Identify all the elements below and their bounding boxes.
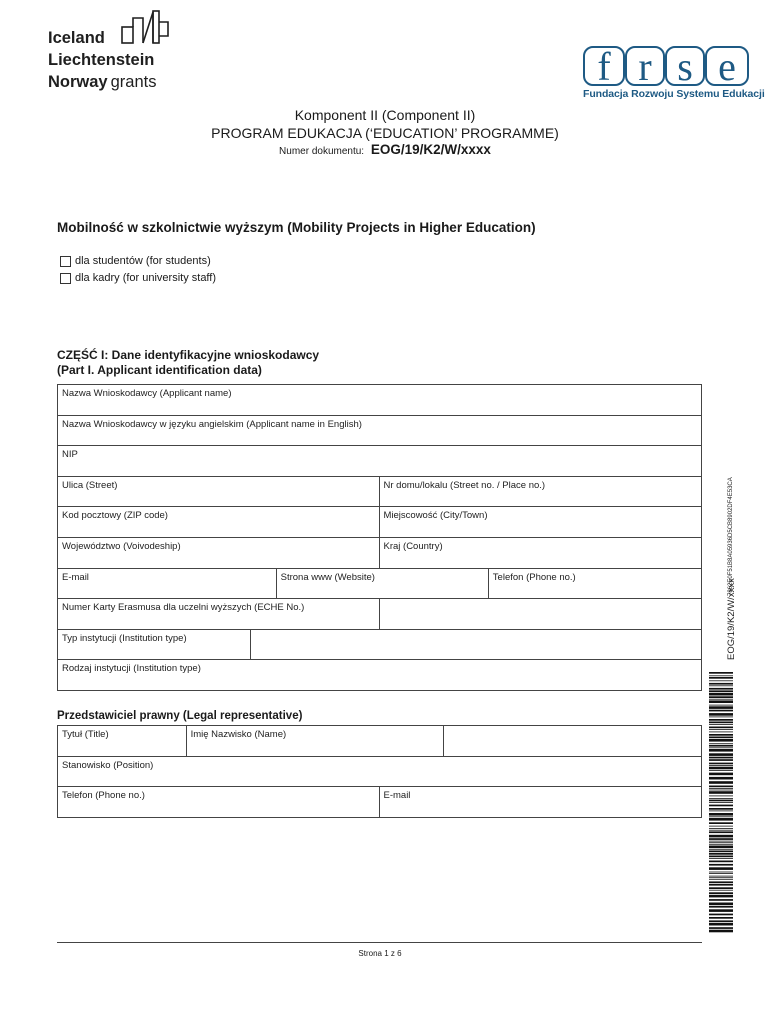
barcode-bar <box>709 765 733 766</box>
barcode-bar <box>709 749 733 752</box>
barcode-bar <box>709 747 733 748</box>
logo-line-norway <box>48 72 156 92</box>
field-legal-title[interactable]: Tytuł (Title) <box>58 726 187 756</box>
barcode-bar <box>709 727 733 729</box>
logo-line-iceland: Iceland <box>48 29 105 47</box>
svg-text:s: s <box>677 46 693 88</box>
barcode-bar <box>709 685 733 686</box>
barcode-bar <box>709 786 733 788</box>
barcode-bar <box>709 887 733 889</box>
field-eche[interactable]: Numer Karty Erasmusa dla uczelni wyższych (ECHE No.) <box>58 599 380 629</box>
barcode-bar <box>709 796 733 797</box>
barcode-bar <box>709 818 733 821</box>
frse-logo-icon <box>583 46 751 88</box>
part1-title-line1: CZĘŚĆ I: Dane identyfikacyjne wnioskodawcy <box>57 348 320 362</box>
barcode-bar <box>709 838 733 840</box>
field-website[interactable]: Strona www (Website) <box>277 569 489 599</box>
barcode-bar <box>709 791 733 794</box>
checkbox-staff[interactable] <box>60 273 71 284</box>
barcode-bar <box>709 713 733 716</box>
option-students-label: dla studentów (for students) <box>75 255 211 267</box>
barcode-bar <box>709 826 733 827</box>
logo-line-liechtenstein: Liechtenstein <box>48 51 155 69</box>
barcode-bar <box>709 729 733 730</box>
barcode-bar <box>709 813 733 816</box>
field-city[interactable]: Miejscowość (City/Town) <box>383 510 488 522</box>
component-title: Komponent II (Component II) <box>294 107 476 123</box>
barcode-bar <box>709 884 733 886</box>
barcode-bar <box>709 688 733 690</box>
svg-text:f: f <box>597 46 611 88</box>
barcode-bar <box>709 777 733 780</box>
barcode-bar <box>709 876 733 877</box>
barcode-bar <box>709 745 733 747</box>
programme-title: PROGRAM EDUKACJA (‘EDUCATION’ PROGRAMME) <box>211 125 559 141</box>
field-country[interactable]: Kraj (Country) <box>383 540 443 552</box>
option-staff-label: dla kadry (for university staff) <box>75 272 217 284</box>
barcode-bar <box>709 802 733 803</box>
barcode-bar <box>709 816 733 817</box>
barcode-bar <box>709 811 733 812</box>
barcode <box>709 672 733 934</box>
barcode-bar <box>709 734 733 736</box>
svg-text:r: r <box>638 46 652 88</box>
barcode-bar <box>709 696 733 698</box>
field-street-no[interactable]: Nr domu/lokalu (Street no. / Place no.) <box>383 479 546 491</box>
barcode-bar <box>709 830 733 831</box>
barcode-bar <box>709 739 733 742</box>
barcode-bar <box>709 680 733 681</box>
iceland-liechtenstein-norway-grants-logo <box>48 10 188 92</box>
barcode-bar <box>709 849 733 850</box>
barcode-bar <box>709 763 733 765</box>
barcode-bar <box>709 858 733 859</box>
field-applicant-name[interactable]: Nazwa Wnioskodawcy (Applicant name) <box>62 388 232 399</box>
legal-representative-title: Przedstawiciel prawny (Legal representative) <box>57 710 303 722</box>
barcode-bar <box>709 677 733 679</box>
checkbox-students[interactable] <box>60 256 71 267</box>
barcode-bar <box>709 930 733 933</box>
option-staff[interactable] <box>60 272 216 284</box>
barcode-bar <box>709 710 733 712</box>
field-zip[interactable]: Kod pocztowy (ZIP code) <box>58 507 380 537</box>
barcode-bar <box>709 917 733 919</box>
barcode-bar <box>709 831 733 833</box>
barcode-bar <box>709 675 733 676</box>
barcode-bar <box>709 699 733 700</box>
barcode-bar <box>709 877 733 878</box>
barcode-bar <box>709 798 733 799</box>
frse-subtitle: Fundacja Rozwoju Systemu Edukacji <box>583 88 765 100</box>
barcode-bar <box>709 767 733 770</box>
barcode-bar <box>709 672 733 674</box>
barcode-bar <box>709 892 733 894</box>
field-legal-extra[interactable] <box>444 726 701 756</box>
field-applicant-name-en[interactable]: Nazwa Wnioskodawcy w języku angielskim (Applicant name in English) <box>62 418 362 430</box>
barcode-bar <box>709 805 733 807</box>
barcode-bar <box>709 700 733 703</box>
side-hash-code: 7862E0F51B8A05936D5CB8902DF4E53CA <box>728 477 734 596</box>
applicant-form <box>57 384 702 691</box>
page-number: Strona 1 z 6 <box>358 949 402 958</box>
barcode-bar <box>709 770 733 771</box>
field-legal-position[interactable]: Stanowisko (Position) <box>62 759 154 771</box>
barcode-bar <box>709 927 733 929</box>
barcode-bar <box>709 906 733 908</box>
barcode-bar <box>709 724 733 725</box>
part1-title-line2: (Part I. Applicant identification data) <box>57 363 262 377</box>
barcode-bar <box>709 890 733 891</box>
part1-title <box>57 348 319 378</box>
barcode-bar <box>709 828 733 829</box>
barcode-bar <box>709 781 733 784</box>
field-nip[interactable]: NIP <box>62 449 78 461</box>
barcode-bar <box>709 856 733 858</box>
barcode-bar <box>709 788 733 789</box>
barcode-bar <box>709 693 733 696</box>
barcode-bar <box>709 822 733 824</box>
barcode-bar <box>709 920 733 922</box>
field-institution-kind[interactable]: Rodzaj instytucji (Institution type) <box>62 663 201 675</box>
svg-text:e: e <box>718 46 736 88</box>
barcode-bar <box>709 864 733 866</box>
field-phone[interactable]: Telefon (Phone no.) <box>492 571 576 583</box>
document-number-line <box>0 142 770 157</box>
barcode-bar <box>709 705 733 706</box>
barcode-bar <box>709 759 733 761</box>
barcode-bar <box>709 743 733 744</box>
barcode-bar <box>709 753 733 756</box>
grants-logo-icon <box>121 10 171 44</box>
barcode-bar <box>709 879 733 880</box>
barcode-bar <box>709 719 733 721</box>
barcode-bar <box>709 841 733 842</box>
side-document-number: EOG/19/K2/W/xxxx <box>726 578 737 660</box>
document-number-label: Numer dokumentu: <box>279 146 365 157</box>
legal-representative-form <box>57 725 702 818</box>
field-legal-name[interactable]: Imię Nazwisko (Name) <box>187 726 444 756</box>
field-institution-type[interactable]: Typ instytucji (Institution type) <box>58 630 251 660</box>
barcode-bar <box>709 732 733 733</box>
barcode-bar <box>709 790 733 791</box>
mobility-title: Mobilność w szkolnictwie wyższym (Mobility Projects in Higher Education) <box>57 220 536 235</box>
barcode-bar <box>709 706 733 709</box>
barcode-bar <box>709 722 733 724</box>
barcode-bar <box>709 923 733 926</box>
barcode-bar <box>709 808 733 810</box>
barcode-bar <box>709 773 733 776</box>
barcode-bar <box>709 867 733 870</box>
frse-logo <box>583 46 765 106</box>
barcode-bar <box>709 683 733 685</box>
barcode-bar <box>709 842 733 843</box>
barcode-bar <box>709 881 733 883</box>
barcode-bar <box>709 846 733 849</box>
field-eche-value[interactable] <box>380 599 702 629</box>
barcode-bar <box>709 914 733 916</box>
barcode-bar <box>709 895 733 898</box>
barcode-bar <box>709 737 733 739</box>
barcode-bar <box>709 909 733 912</box>
field-institution-type-value[interactable] <box>251 630 701 660</box>
document-number: EOG/19/K2/W/xxxx <box>370 142 491 157</box>
barcode-bar <box>709 800 733 802</box>
field-legal-email[interactable]: E-mail <box>383 790 411 802</box>
footer-divider <box>57 942 702 943</box>
barcode-bar <box>709 872 733 873</box>
barcode-bar <box>709 899 733 901</box>
logo-norway: Norway <box>48 73 108 91</box>
barcode-bar <box>709 844 733 845</box>
field-email[interactable]: E-mail <box>58 569 277 599</box>
barcode-bar <box>709 873 733 874</box>
barcode-bar <box>709 861 733 863</box>
field-legal-phone[interactable]: Telefon (Phone no.) <box>58 787 380 817</box>
barcode-bar <box>709 853 733 855</box>
field-street[interactable]: Ulica (Street) <box>58 477 380 507</box>
logo-grants: grants <box>110 73 157 91</box>
barcode-bar <box>709 851 733 853</box>
field-voivodeship[interactable]: Województwo (Voivodeship) <box>58 538 380 568</box>
barcode-bar <box>709 835 733 838</box>
option-students[interactable] <box>60 255 211 267</box>
barcode-bar <box>709 690 733 692</box>
barcode-bar <box>709 717 733 718</box>
barcode-bar <box>709 903 733 906</box>
barcode-bar <box>709 757 733 759</box>
